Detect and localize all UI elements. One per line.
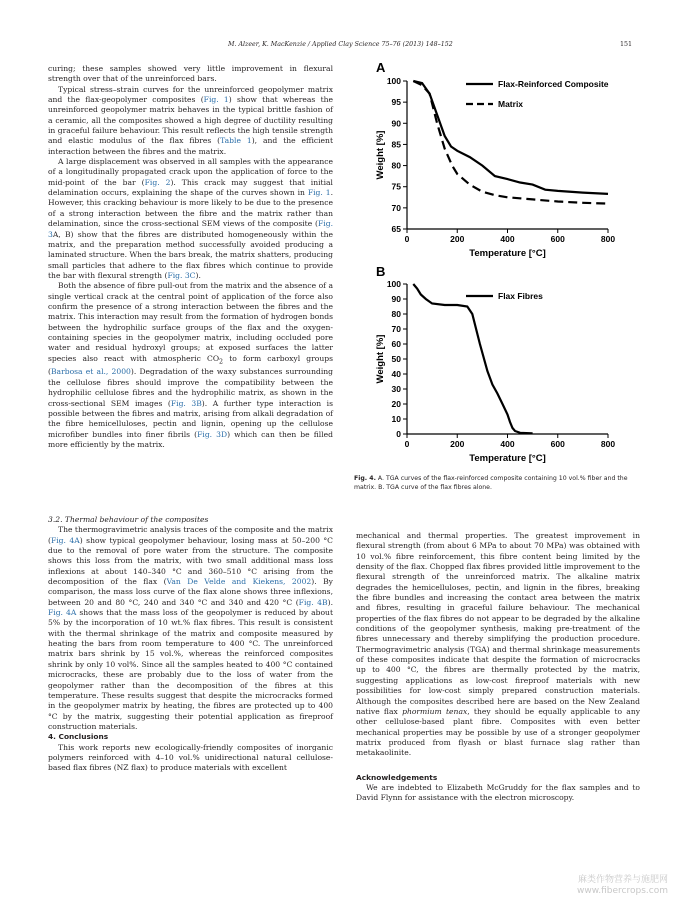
running-header: [0, 41, 678, 53]
x-tick-label: 800: [600, 234, 616, 244]
journal-citation: M. Alzeer, K. MacKenzie / Applied Clay Science 75–76 (2013) 148–152: [228, 41, 453, 48]
y-axis-label: Weight [%]: [375, 334, 386, 384]
y-tick-label: 50: [391, 354, 401, 364]
fig-link[interactable]: Fig. 2: [144, 177, 171, 187]
x-tick-label: 400: [500, 439, 515, 449]
y-tick-label: 10: [391, 414, 401, 424]
fig-link[interactable]: Fig. 1: [203, 95, 229, 105]
y-tick-label: 80: [391, 309, 401, 319]
fig-link[interactable]: Fig. 4B: [298, 597, 328, 607]
paragraph: A large displacement was observed in all samples with the appearance of a longitudinally propagated crack upon the application of force to the mid-point of the bar (Fig. 2). This crack may suggest that initial delamination occurs, explaining the shape of the curves shown in Fig. 1. However, this cracking behaviour is more likely to be due to the presence of a strong interaction between the fibre and the matrix rather than delamination, since the cross-sectional SEM views of the composite (Fig. 3A, B) show that the fibres are distributed homogeneously within the matrix, and the preparation method successfully avoided producing a laminated structure. When the bars break, the matrix shatters, producing small particles that adhere to the flax fibres which continue to provide the bar with flexural strength (Fig. 3C).: [48, 157, 333, 280]
x-tick-label: 800: [600, 439, 616, 449]
y-tick-label: 80: [391, 160, 401, 171]
right-column-bottom: [356, 531, 640, 804]
x-axis-label: Temperature [°C]: [469, 453, 546, 464]
legend-label: Flax-Reinforced Composite: [498, 79, 609, 89]
y-tick-label: 70: [391, 202, 401, 213]
x-tick-label: 200: [450, 439, 465, 449]
fig-link[interactable]: Fig. 4A: [48, 608, 77, 618]
paragraph: curing; these samples showed very little improvement in flexural strength over that of the unreinforced bars.: [48, 64, 333, 84]
page-number: 151: [619, 41, 632, 48]
y-tick-label: 90: [391, 118, 401, 129]
watermark: 麻类作物营养与施肥网 www.fibercrops.com: [577, 875, 668, 896]
y-tick-label: 0: [396, 429, 401, 439]
citation-link[interactable]: Van De Velde and Kiekens, 2002: [166, 577, 312, 587]
y-tick-label: 70: [391, 324, 401, 334]
y-tick-label: 65: [391, 224, 401, 234]
left-column-bottom: [48, 515, 333, 774]
y-tick-label: 90: [391, 294, 401, 304]
citation-link[interactable]: Barbosa et al., 2000: [50, 367, 131, 377]
x-tick-label: 200: [450, 234, 465, 244]
section-heading: 4. Conclusions: [48, 732, 109, 742]
series-line-flax-reinforced-composite: [413, 81, 608, 194]
x-tick-label: 0: [404, 439, 410, 449]
y-tick-label: 100: [386, 279, 401, 289]
section-heading: 3.2. Thermal behaviour of the composites: [48, 515, 209, 524]
y-tick-label: 85: [391, 139, 401, 150]
x-tick-label: 0: [404, 234, 410, 244]
paragraph: We are indebted to Elizabeth McGruddy for the flax samples and to David Flynn for assistance with the electron microscopy.: [356, 782, 640, 803]
left-column-top: [48, 64, 333, 450]
legend-label: Matrix: [498, 99, 524, 109]
series-line-matrix: [413, 81, 608, 204]
fig-link[interactable]: Fig. 3B: [170, 398, 202, 408]
x-axis-label: Temperature [°C]: [469, 248, 546, 259]
section-heading: Acknowledgements: [356, 772, 438, 782]
paragraph: mechanical and thermal properties. The greatest improvement in flexural strength (from about 6 MPa to about 70 MPa) was obtained with 10 vol.% fibre reinforcement, this fibre content being limited by the density of the flax. Chopped flax fibres provided little improvement to the flexural strength of the unreinforced matrix. The alkaline matrix degrades the hemicelluloses, pectin, and lignin in the fibres, breaking the fibre bundles and increasing the contact area between the matrix and fibres, resulting in graceful failure behaviour. The mechanical properties of the flax fibres do not appear to be degraded by the alkaline conditions of the geopolymer synthesis, making pre-treatment of the fibres unnecessary and thereby simplifying the production procedure. Thermogravimetric analysis (TGA) and thermal shrinkage measurements of these composites indicate that despite the formation of microcracks up to 400 °C, the fibres are thermally protected by the matrix, suggesting applications as low-cost fireproof materials with new possibilities for low-cost simply prepared construction materials. Although the composites described here are based on the New Zealand native flax phormium tenax, they should be equally applicable to any other cellulose-based plant fibre. Composites with even better mechanical properties may be possible by use of a stronger geopolymer matrix produced from flyash or blast furnace slag rather than metakaolinite.: [356, 531, 641, 758]
figure-caption: Fig. 4. A. TGA curves of the flax-reinforced composite containing 10 vol.% fiber and the matrix. B. TGA curve of the flax fibres alone.: [354, 475, 628, 491]
y-tick-label: 30: [391, 384, 401, 394]
table-link[interactable]: Table 1: [220, 136, 252, 146]
y-tick-label: 75: [391, 181, 401, 192]
fig-link[interactable]: Fig. 3C: [167, 270, 196, 280]
panel-label: A: [376, 60, 386, 75]
fig-link[interactable]: Fig. 3D: [197, 429, 228, 439]
paragraph: Typical stress–strain curves for the unreinforced geopolymer matrix and the flax-geopolymer composites (Fig. 1) show that whereas the unreinforced geopolymer matrix behaves in the typical brittle fashion of a ceramic, all the composites showed a high degree of ductility resulting in graceful failure behaviour. This result reflects the high tensile strength and elastic modulus of the flax fibres (Table 1), and the efficient interaction between the fibres and the matrix.: [48, 84, 334, 156]
paragraph: This work reports new ecologically-friendly composites of inorganic polymers reinforced with 4–10 vol.% unidirectional natural cellulose-based flax fibres (NZ flax) to produce materials with excellent: [48, 742, 333, 773]
y-axis-label: Weight [%]: [375, 130, 386, 180]
y-tick-label: 40: [391, 369, 401, 379]
fig-link[interactable]: Fig. 3: [48, 219, 333, 239]
paragraph: Both the absence of fibre pull-out from the matrix and the absence of a single vertical crack at the central point of application of the force also confirm the presence of a strong interaction between the fibres and the matrix. This interaction may result from the formation of hydrogen bonds between the hydrophilic surface groups of the flax and the oxygen-containing species in the geopolymer matrix, including occluded pore water and residual hydroxyl groups; at exposed surfaces the latter species also react with atmospheric $CO_2$ to form carboxyl groups (Barbosa et al., 2000). Degradation of the waxy substances surrounding the cellulose fibres should improve the compatibility between the hydrophilic cellulose fibres and the hydrophilic matrix, as shown in the cross-sectional SEM images (Fig. 3B). A further type interaction is possible between the fibres and matrix, arising from alkali degradation of the fibre hemicelluloses, pectin and lignin, opening up the cellulose microfiber bundles into finer fibrils (Fig. 3D) which can then be filled more efficiently by the matrix.: [48, 281, 334, 449]
legend-label: Flax Fibres: [498, 291, 543, 301]
series-line-flax-fibres: [413, 284, 532, 433]
fig-link[interactable]: Fig. 4A: [50, 535, 80, 545]
fig-link[interactable]: Fig. 1: [307, 188, 331, 198]
y-tick-label: 60: [391, 339, 401, 349]
paragraph: The thermogravimetric analysis traces of the composite and the matrix (Fig. 4A) show typical geopolymer behaviour, losing mass at 50–200 °C due to the removal of pore water from the structure. The composite shows this loss from the matrix, with two small additional mass loss inflexions at about 140–340 °C and 360–510 °C arising from the decomposition of the flax (Van De Velde and Kiekens, 2002). By comparison, the mass loss curve of the flax alone shows three inflexions, between 20 and 80 °C, 240 and 340 °C and 340 and 420 °C (Fig. 4B). Fig. 4A shows that the mass loss of the geopolymer is reduced by about 5% by the incorporation of 10 wt.% flax fibres. This result is consistent with the thermal shrinkage of the matrix and composite measured by heating the bars from room temperature to 400 °C. The unreinforced matrix bars shrink by 15 vol.%, whereas the reinforced composites shrink by only 10 vol%. Since all the samples heated to 400 °C contained microcracks, these are probably due to the loss of water from the geopolymer rather than the decomposition of the fibres at this temperature. These results suggest that despite the microcracks formed in the geopolymer matrix by heating, the fibres are protected up to 400 °C by the matrix, suggesting their potential application as fireproof construction materials.: [48, 525, 333, 731]
y-tick-label: 100: [386, 76, 401, 86]
x-tick-label: 600: [550, 439, 565, 449]
y-tick-label: 95: [391, 97, 401, 108]
panel-label: B: [376, 264, 386, 279]
x-tick-label: 600: [550, 234, 565, 244]
x-tick-label: 400: [500, 234, 515, 244]
y-tick-label: 20: [391, 399, 401, 409]
